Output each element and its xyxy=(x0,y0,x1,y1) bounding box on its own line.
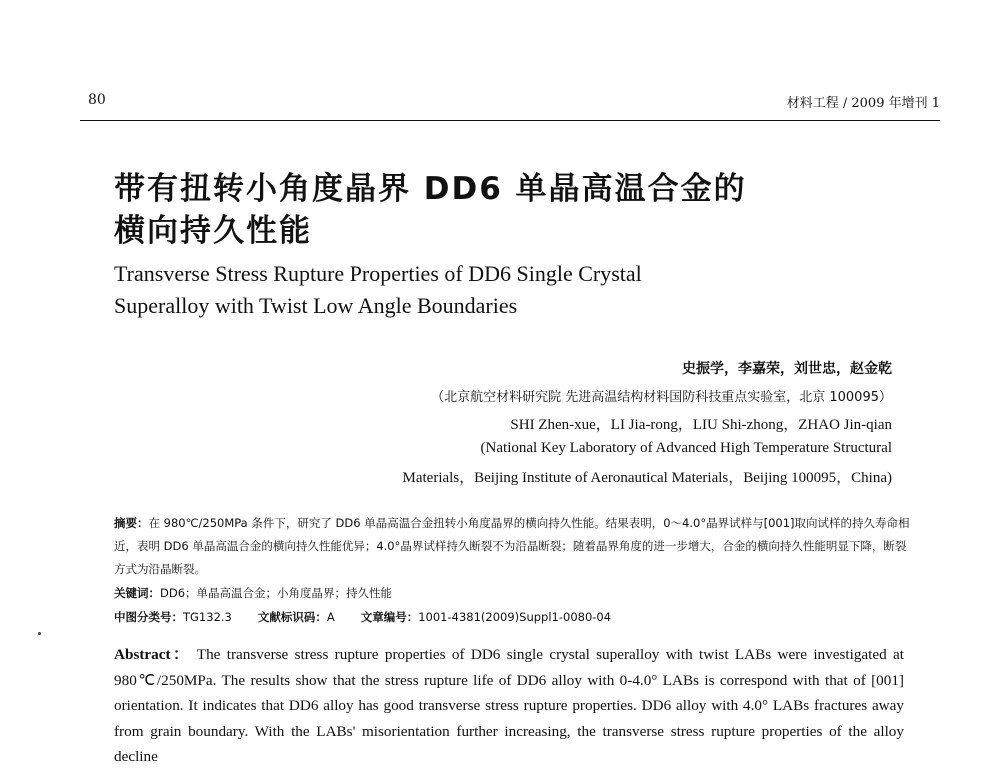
page-number: 80 xyxy=(88,92,106,108)
clc-value: TG132.3 xyxy=(183,610,232,624)
header-rule xyxy=(80,120,940,121)
title-chinese xyxy=(114,168,874,252)
abstract-english-text: The transverse stress rupture properties of DD6 single crystal superalloy with twist LABs were investigated at 980℃/250MPa. The results show that the stress rupture life of DD6 alloy with 0-4.0° LABs is correspond with that of [001] orientation. It indicates that DD6 alloy has good transverse stress rupture properties. DD6 alloy with 4.0° LABs fractures away from grain boundary. With the LABs' misorientation further increasing, the transverse stress rupture properties of the alloy decline xyxy=(114,646,904,765)
affiliation-chinese: （北京航空材料研究院 先进高温结构材料国防科技重点实验室，北京 100095） xyxy=(431,390,892,405)
article-number-value: 1001-4381(2009)Suppl1-0080-04 xyxy=(418,610,612,624)
document-code-label: 文献标识码： xyxy=(257,610,327,624)
article-number-label: 文章编号： xyxy=(360,610,419,624)
document-code-value: A xyxy=(326,610,335,624)
keywords-label: 关键词： xyxy=(114,586,160,600)
abstract-chinese xyxy=(114,512,914,581)
authors-chinese: 史振学，李嘉荣，刘世忠，赵金乾 xyxy=(682,361,892,377)
abstract-english-label: Abstract： xyxy=(114,646,191,663)
classification-line xyxy=(114,609,611,625)
title-chinese-line-1: 带有扭转小角度晶界 DD6 单晶高温合金的 xyxy=(114,171,747,207)
abstract-chinese-text: 在 980℃/250MPa 条件下，研究了 DD6 单晶高温合金扭转小角度晶界的横向持久性能。结果表明，0～4.0°晶界试样与[001]取向试样的持久寿命相近，表明 DD6 单晶高温合金的横向持久性能优异；4.0°晶界试样持久断裂不为沿晶断裂；随着晶界角度的进一步增大，合金的横向持久性能明显下降，断裂方式为沿晶断裂。 xyxy=(114,516,910,576)
abstract-english xyxy=(114,642,904,770)
abstract-chinese-label: 摘要： xyxy=(114,516,149,530)
title-english xyxy=(114,258,914,322)
keywords-text: DD6；单晶高温合金；小角度晶界；持久性能 xyxy=(160,586,393,600)
authors-english: SHI Zhen-xue，LI Jia-rong，LIU Shi-zhong，ZHAO Jin-qian xyxy=(510,417,892,433)
journal-header: 材料工程 / 2009 年增刊 1 xyxy=(786,96,940,111)
keywords xyxy=(114,585,392,601)
affiliation-english-line-1: (National Key Laboratory of Advanced High Temperature Structural xyxy=(480,440,892,456)
title-chinese-line-2: 横向持久性能 xyxy=(114,213,312,249)
title-english-line-1: Transverse Stress Rupture Properties of DD6 Single Crystal xyxy=(114,261,642,286)
title-english-line-2: Superalloy with Twist Low Angle Boundaries xyxy=(114,293,518,318)
clc-label: 中图分类号： xyxy=(114,610,183,624)
affiliation-english-line-2: Materials，Beijing Institute of Aeronautical Materials，Beijing 100095，China) xyxy=(402,470,892,486)
margin-speck xyxy=(38,632,41,635)
